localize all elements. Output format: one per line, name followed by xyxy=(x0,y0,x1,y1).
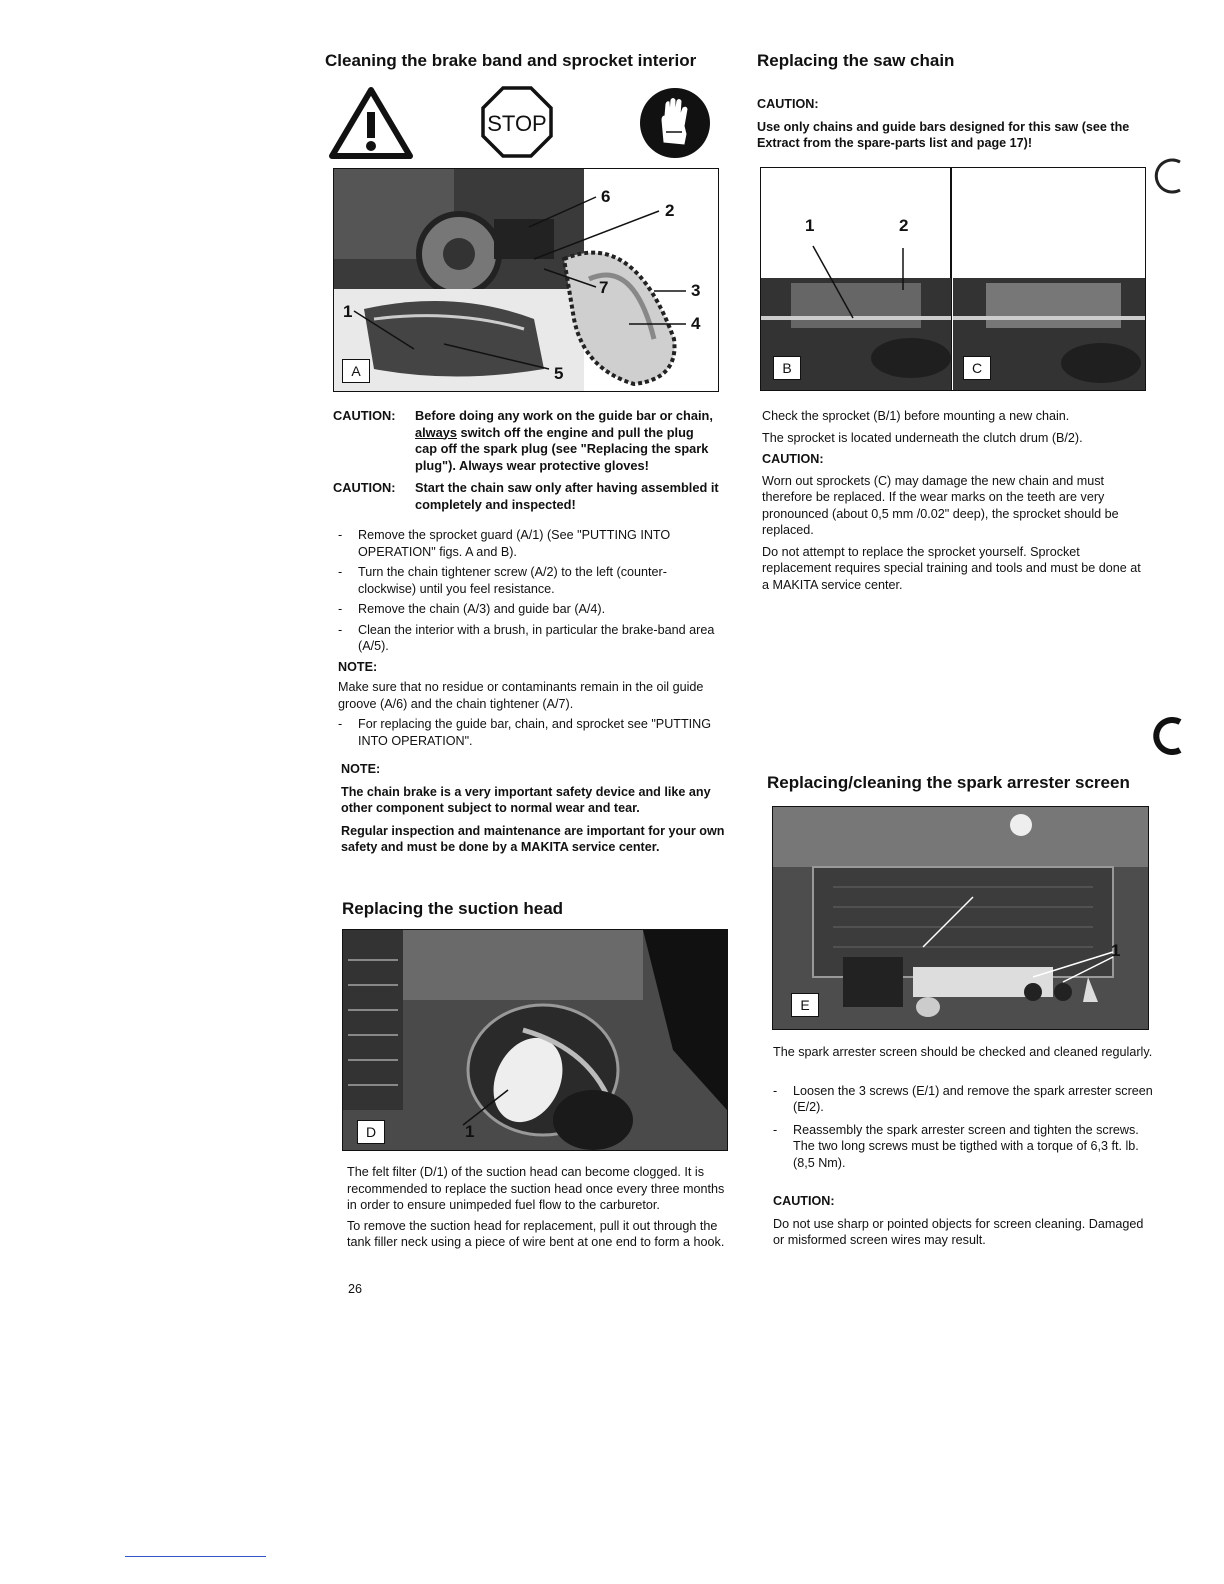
note-1-text: Make sure that no residue or contaminants remain in the oil guide groove (A/6) and the chain tightener (A/7). xyxy=(338,680,704,711)
spark-para-1: The spark arrester screen should be checked and cleaned regularly. xyxy=(773,1045,1153,1059)
chain-caution xyxy=(757,96,1147,156)
caution-1-post: switch off the engine and pull the plug cap off the spark plug (see "Replacing the spark plug"). Always wear protective gloves! xyxy=(415,424,709,473)
binder-hole-mark-bottom xyxy=(1150,716,1188,756)
caution-1-text xyxy=(415,408,719,474)
brake-step: - Clean the interior with a brush, in particular the brake-band area (A/5). xyxy=(338,622,720,655)
warning-triangle-icon xyxy=(328,86,414,160)
spark-step: - Reassembly the spark arrester screen and tighten the screws. The two long screws must be tigthed with a torque of 6,3 ft. lb.(8,5 Nm). xyxy=(773,1122,1157,1172)
note-2-text-2: Regular inspection and maintenance are important for your own safety and must be done by a MAKITA service center. xyxy=(341,823,725,854)
fig-a-callout-2: 2 xyxy=(665,201,675,220)
brake-steps xyxy=(338,527,720,753)
figure-c-label: C xyxy=(963,356,991,380)
brake-step: - Remove the sprocket guard (A/1) (See "PUTTING INTO OPERATION" figs. A and B). xyxy=(338,527,720,560)
fig-a-callout-6: 6 xyxy=(601,187,611,206)
suction-section-title: Replacing the suction head xyxy=(342,899,564,918)
brake-cautions xyxy=(333,408,719,513)
fig-b-callout-1: 1 xyxy=(805,216,815,235)
fig-a-callout-7: 7 xyxy=(599,278,609,297)
figure-d-label: D xyxy=(357,1120,385,1144)
spark-step: - Loosen the 3 screws (E/1) and remove the spark arrester screen (E/2). xyxy=(773,1083,1157,1116)
figure-b-label: B xyxy=(773,356,801,380)
binder-hole-mark-top xyxy=(1150,156,1188,196)
figure-a-label: A xyxy=(342,359,370,383)
chain-section-title: Replacing the saw chain xyxy=(757,51,955,70)
caution-2-label: CAUTION: xyxy=(333,480,396,495)
note-1-label: NOTE: xyxy=(338,659,378,674)
fig-a-callout-5: 5 xyxy=(554,364,564,383)
fig-d-callout-1: 1 xyxy=(465,1122,475,1141)
note-2-text-1: The chain brake is a very important safety device and like any other component subject to normal wear and tear. xyxy=(341,784,711,815)
spark-text xyxy=(773,1044,1157,1253)
brake-step: - Remove the chain (A/3) and guide bar (A/4). xyxy=(338,601,720,618)
chain-para-1: Check the sprocket (B/1) before mounting a new chain. xyxy=(762,409,1070,423)
chain-para-4: Do not attempt to replace the sprocket yourself. Sprocket replacement requires special training and tools and must be done at a MAKITA service center. xyxy=(762,544,1141,592)
spark-section-title: Replacing/cleaning the spark arrester screen xyxy=(767,773,1130,792)
fig-a-callout-1: 1 xyxy=(343,302,353,321)
fig-a-callout-4: 4 xyxy=(691,314,701,333)
spark-caution-text: Do not use sharp or pointed objects for screen cleaning. Damaged or misformed screen wires may result. xyxy=(773,1216,1144,1247)
fig-a-callout-3: 3 xyxy=(691,281,701,300)
stop-sign-icon xyxy=(481,86,553,158)
spark-caution-label: CAUTION: xyxy=(773,1194,835,1208)
figure-e-photo xyxy=(772,806,1149,1030)
fig-e-callout-1: 1 xyxy=(1111,941,1121,960)
chain-caution-text: Use only chains and guide bars designed for this saw (see the Extract from the spare-parts list and page 17)! xyxy=(757,119,1130,150)
brake-step-extra: - For replacing the guide bar, chain, and sprocket see "PUTTING INTO OPERATION". xyxy=(338,716,720,749)
suction-para-1: The felt filter (D/1) of the suction head can become clogged. It is recommended to replace the suction head once every three months in order to ensure unimpeded fuel flow to the carburetor. xyxy=(347,1165,725,1212)
suction-para-2: To remove the suction head for replacement, pull it out through the tank filler neck using a piece of wire bent at one end to form a hook. xyxy=(347,1218,725,1249)
chain-caution-2-label: CAUTION: xyxy=(762,452,824,466)
brake-section-title: Cleaning the brake band and sprocket interior xyxy=(325,51,697,70)
chain-text xyxy=(762,408,1148,597)
chain-para-2: The sprocket is located underneath the clutch drum (B/2). xyxy=(762,430,1083,445)
chain-caution-label: CAUTION: xyxy=(757,97,819,111)
figure-d-photo xyxy=(342,929,728,1151)
figure-e-label: E xyxy=(791,993,819,1017)
suction-text xyxy=(347,1164,731,1255)
figure-a-photo xyxy=(333,168,719,392)
caution-2-text: Start the chain saw only after having assembled it completely and inspected! xyxy=(415,480,719,512)
page-number: 26 xyxy=(348,1282,363,1296)
protective-gloves-icon xyxy=(638,86,712,160)
stop-text: STOP xyxy=(487,111,547,136)
fig-b-callout-2: 2 xyxy=(899,216,909,235)
footer-rule xyxy=(125,1556,266,1557)
note-2 xyxy=(341,761,727,860)
brake-step: - Turn the chain tightener screw (A/2) to the left (counter-clockwise) until you feel resistance. xyxy=(338,564,720,597)
figure-bc-photo xyxy=(760,167,1146,391)
caution-1-pre: Before doing any work on the guide bar or chain, xyxy=(415,408,713,423)
caution-1-label: CAUTION: xyxy=(333,408,396,423)
chain-para-3: Worn out sprockets (C) may damage the new chain and must therefore be replaced. If the wear marks on the teeth are very pronounced (about 0,5 mm /0.02" deep), the sprocket should be replaced. xyxy=(762,473,1119,537)
note-2-label: NOTE: xyxy=(341,762,381,776)
caution-1-always: always xyxy=(415,424,457,440)
